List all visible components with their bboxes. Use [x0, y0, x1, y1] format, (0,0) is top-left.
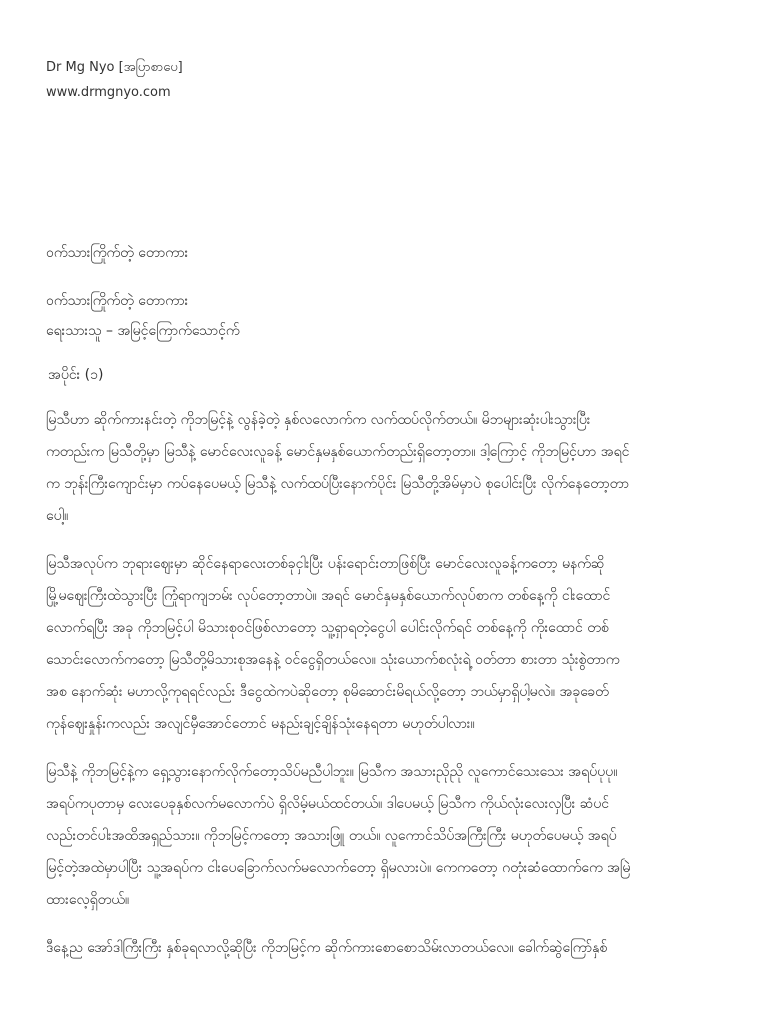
paragraph-list — [46, 404, 726, 964]
article-body — [46, 238, 726, 980]
paragraph-line: ကုန်ဈေးနှုန်းကလည်း အလျင်မှီအောင်တောင် မနည်းချင့်ချိန်သုံးနေရတာ မဟုတ်ပါလား။ — [46, 716, 475, 732]
article-writer: ရေးသားသူ – အမြင့်ကြောက်သောင့်က် — [46, 323, 240, 339]
paragraph-line: ပေါ့။ — [46, 508, 69, 524]
author-line: Dr Mg Nyo [အပြာစာပေ] — [46, 60, 183, 75]
paragraph-line: မြို့မဈေးကြီးထဲသွားပြီး ကြုံရာကျဘမ်း လုပ်တော့တာပဲ။ အရင် မောင်နှမနှစ်ယောက်လုပ်စာက တစ်နေ့ကို ငါးထောင် — [46, 588, 611, 604]
paragraph-line: အရပ်ကပုတာမှ လေးပေခုနှစ်လက်မလောက်ပဲ ရှိလိမ့်မယ်ထင်တယ်။ ဒါပေမယ့် မြသီက ကိုယ်လုံးလေးလှပြီး ဆံပင် — [46, 796, 610, 812]
article-title: ဝက်သားကြိုက်တဲ့ တောကား — [46, 245, 189, 261]
paragraph — [46, 548, 726, 740]
page-header — [46, 55, 726, 105]
paragraph-line: မြသီအလုပ်က ဘုရားဈေးမှာ ဆိုင်နေရာလေးတစ်ခုငှါးပြီး ပန်းရောင်းတာဖြစ်ပြီး မောင်လေးလူခန့်ကတော့ မနက်ဆို — [46, 556, 605, 572]
paragraph-line: လည်းတင်ပါးအထိအရှည်သား။ ကိုဘမြင့်ကတော့ အသားဖြူ တယ်။ လူကောင်သိပ်အကြီးကြီး မဟုတ်ပေမယ့် အရပ် — [46, 828, 617, 844]
paragraph-line: လောက်ရပြီး အခု ကိုဘမြင့်ပါ မိသားစုဝင်ဖြစ်လာတော့ သူ့ရှာရတဲ့ငွေပါ ပေါင်းလိုက်ရင် တစ်နေ့ကို ကိုးထောင် တစ် — [46, 620, 609, 636]
paragraph-line: မြသီဟာ ဆိုက်ကားနင်းတဲ့ ကိုဘမြင့်နဲ့ လွန်ခဲ့တဲ့ နှစ်လလောက်က လက်ထပ်လိုက်တယ်။ မိဘများဆုံးပါးသွားပြီး — [46, 412, 591, 428]
article-subtitle-title: ဝက်သားကြိုက်တဲ့ တောကား — [46, 293, 189, 309]
paragraph-line: က ဘုန်းကြီးကျောင်းမှာ ကပ်နေပေမယ့် မြသီနဲ့ လက်ထပ်ပြီးနောက်ပိုင်း မြသီတို့အိမ်မှာပဲ စုပေါင်းပြီး လိုက်နေတော့တာ — [46, 476, 630, 492]
paragraph-line: အစ နောက်ဆုံး မဟာလို့ကုရရင်လည်း ဒီငွေထဲကပဲဆိုတော့ စုမိဆောင်းမိရယ်လို့တော့ ဘယ်မှာရှိပါ့မလဲ။ အခုခေတ် — [46, 684, 609, 700]
paragraph — [46, 404, 726, 532]
paragraph-line: ကတည်းက မြသီတို့မှာ မြသီနဲ့ မောင်လေးလူခန့် မောင်နှမနှစ်ယောက်တည်းရှိတော့တာ။ ဒါ့ကြောင့် ကိုဘမြင့်ဟာ အရင် — [46, 444, 630, 460]
part-label: အပိုင်း (၁) — [48, 367, 104, 383]
paragraph-line: ဒီနေ့ည အော်ဒါကြီးကြီး နှစ်ခုရလာလို့ဆိုပြီး ကိုဘမြင့်က ဆိုက်ကားစောစောသိမ်းလာတယ်လေ။ ခေါက်ဆွဲကြော်နှစ် — [46, 940, 608, 956]
paragraph-line: သောင်းလောက်ကတော့ မြသီတို့မိသားစုအနေနဲ့ ဝင်ငွေရှိတယ်လေ။ သုံးယောက်စလုံးရဲ့ ဝတ်တာ စားတာ သုံးစွဲတာက — [46, 652, 620, 668]
website-link[interactable]: www.drmgnyo.com — [46, 85, 171, 100]
paragraph-line: ထားလေ့ရှိတယ်။ — [46, 892, 130, 908]
paragraph — [46, 756, 726, 916]
paragraph — [46, 932, 726, 964]
paragraph-line: မြသီနဲ့ ကိုဘမြင့်နဲ့က ရှေ့သွားနောက်လိုက်တော့သိပ်မညီပါဘူး။ မြသီက အသားညိုညို လူကောင်သေးသေး အရပ်ပုပု။ — [46, 764, 618, 780]
paragraph-line: မြင့်တဲ့အထဲမှာပါပြီး သူ့အရပ်က ငါးပေခြောက်လက်မလောက်တော့ ရှိမလားပဲ။ ကေကတော့ ဂတုံးဆံထောက်ကေ အမြဲ — [46, 860, 631, 876]
